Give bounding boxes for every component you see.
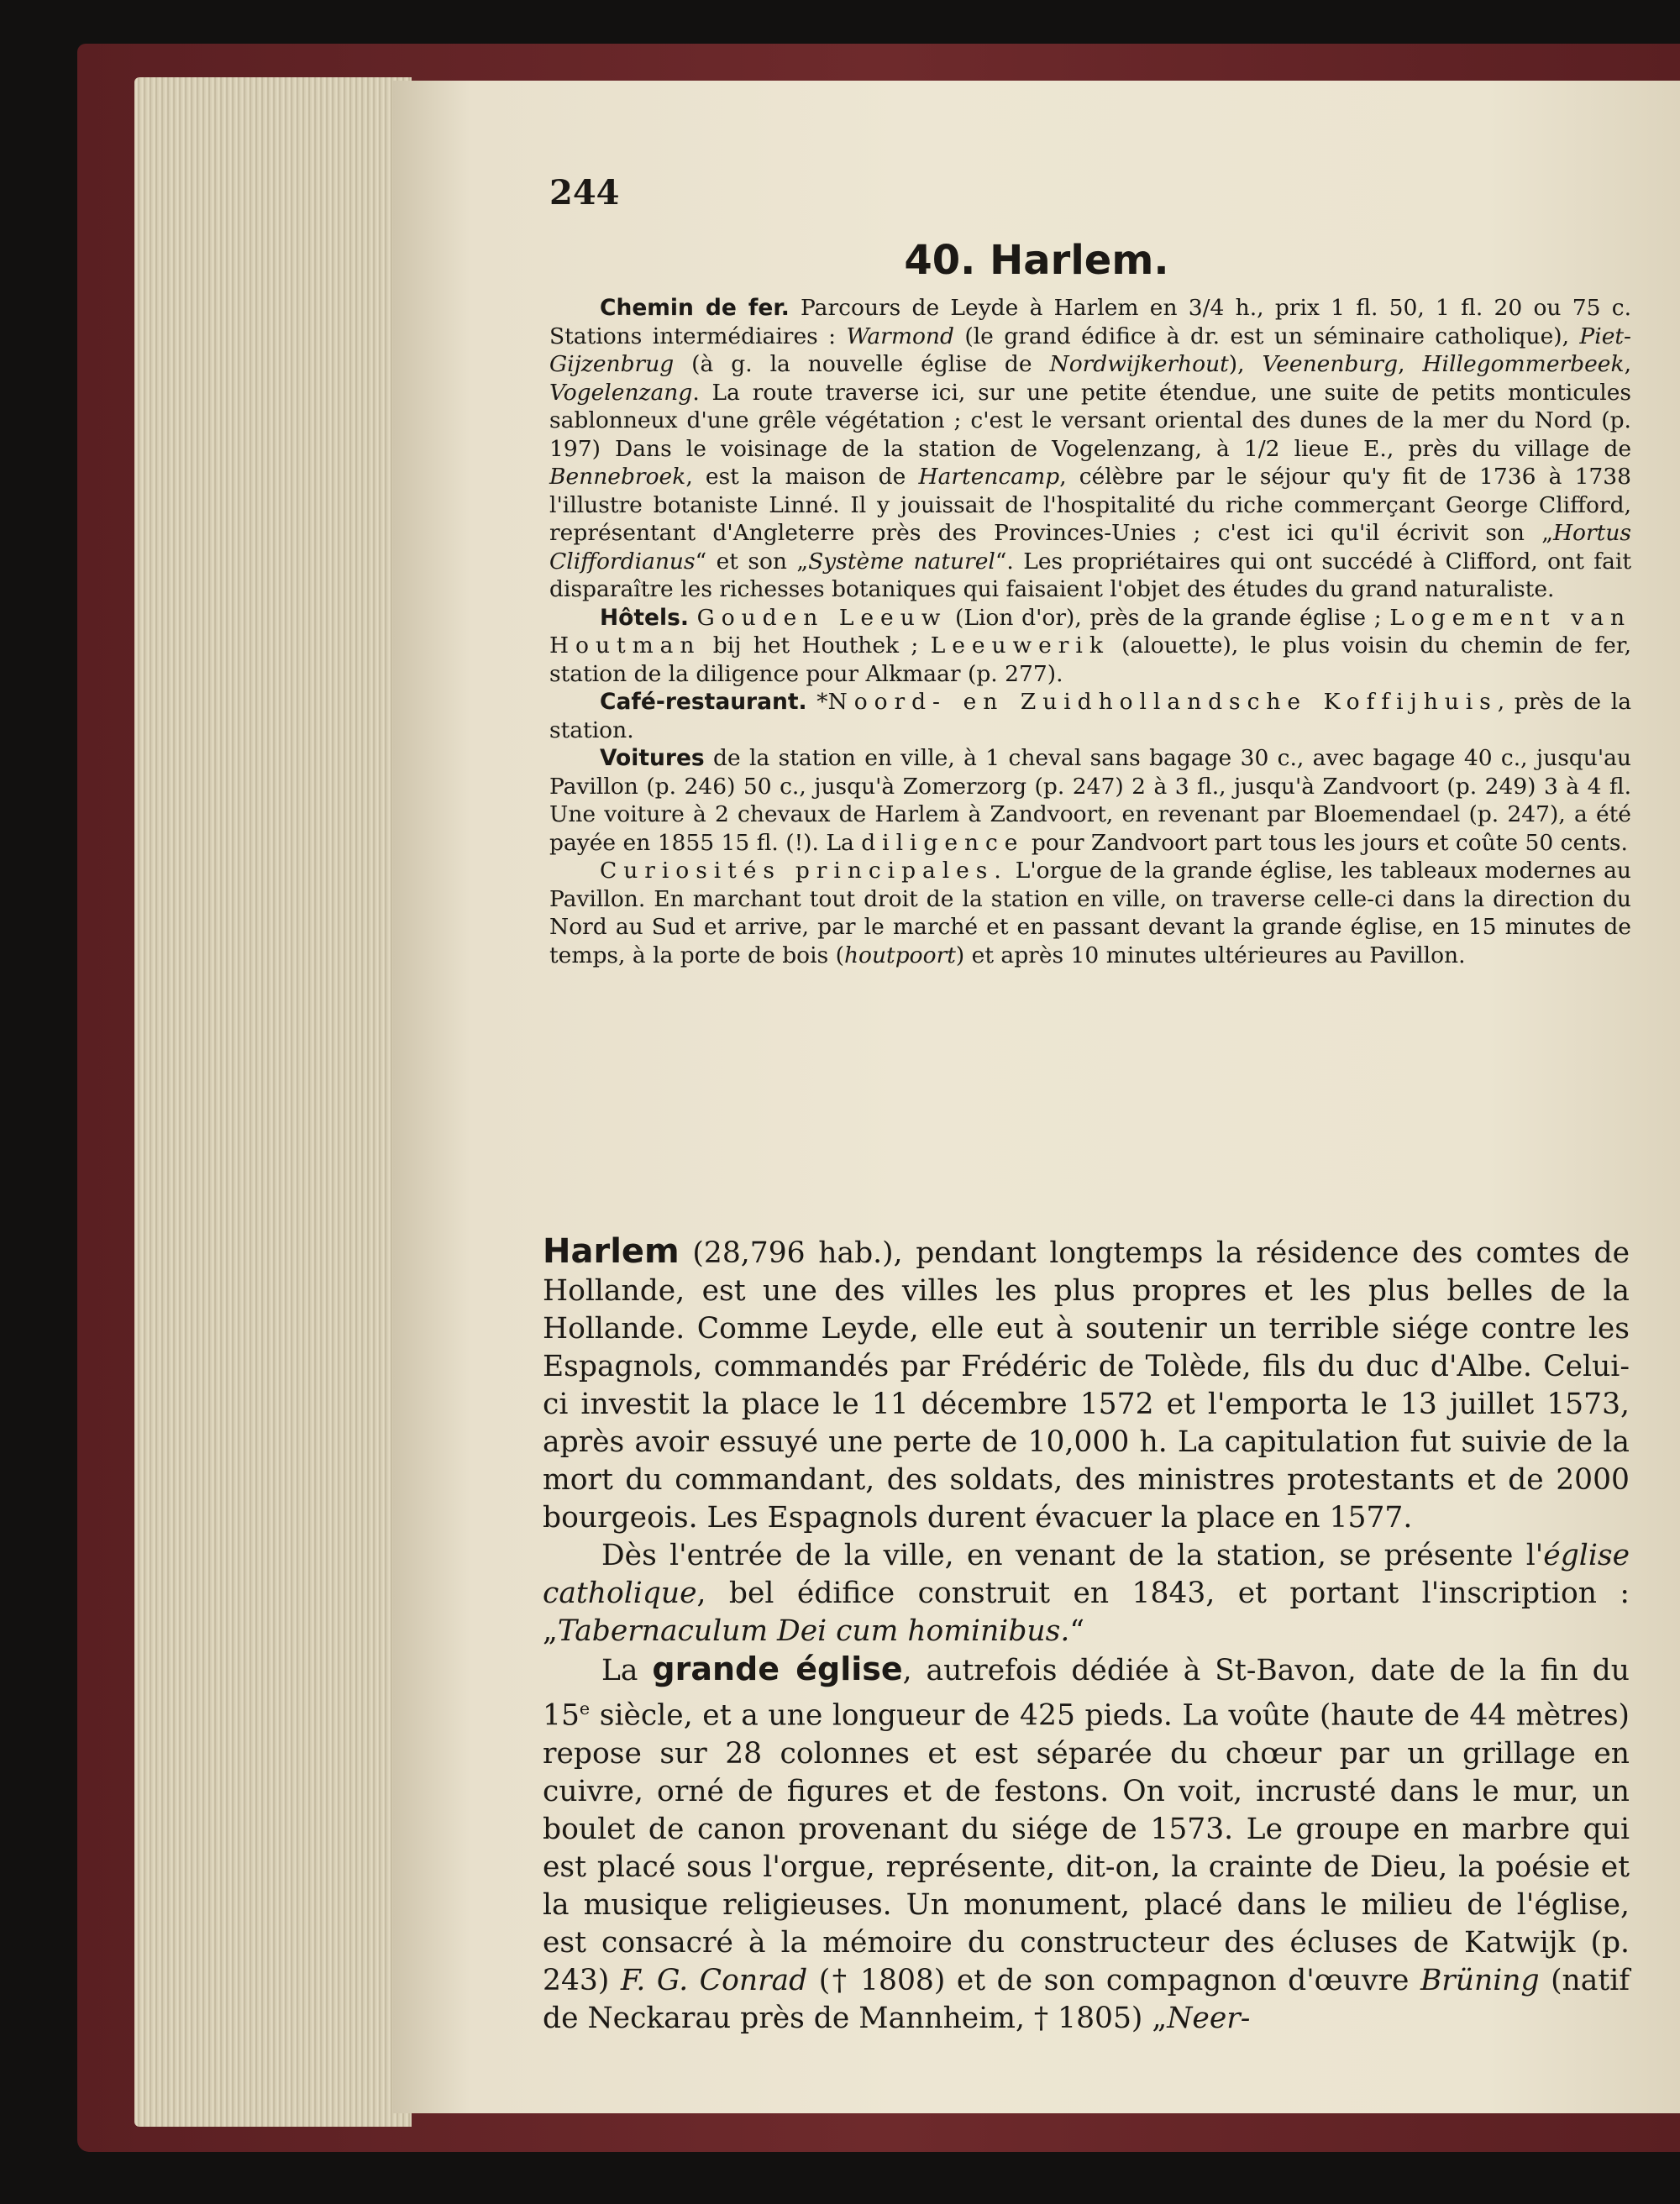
text-run: Harlem (543, 1232, 680, 1271)
text-run: Dès l'entrée de la ville, en venant de la station, se présente l' (601, 1539, 1544, 1572)
text-run: Chemin de fer. (600, 295, 790, 321)
text-run: “. Les propriétaires qui ont succédé à Clifford, ont fait disparaître les richesses botaniques qui faisaient l'objet des études du grand naturaliste. (549, 548, 1632, 602)
description-section (543, 1233, 1630, 2038)
page-number: 244 (549, 173, 620, 213)
text-run: ), (1228, 351, 1263, 377)
text-run (689, 605, 697, 631)
paragraph-voitures (549, 744, 1631, 857)
text-run: Café-restaurant. (600, 689, 807, 715)
text-run: Vogelenzang (549, 379, 693, 406)
text-run: houtpoort (843, 942, 956, 968)
chapter-title: 40. Harlem. (904, 237, 1169, 284)
text-run: Nordwijkerhout (1049, 351, 1229, 377)
text-run: e (579, 1698, 591, 1719)
text-run: , bel édifice construit en 1843, et portant l'inscription : „ (543, 1577, 1630, 1648)
text-run: Veenenburg (1262, 351, 1399, 377)
text-run: (natif de Neckarau près de Mannheim, † 1805) „ (543, 1963, 1630, 2035)
paragraph-harlem (543, 1233, 1630, 1537)
text-run: Tabernaculum Dei cum hominibus. (557, 1614, 1070, 1648)
text-run: Brüning (1420, 1963, 1540, 1997)
text-run: , célèbre par le séjour qu'y fit de 1736 à 1738 l'illustre botaniste Linné. Il y jouissait de l'hospitalité du riche commerçant George Clifford, représentant d'Angleterre près des Provinces-Unies ; c'est ici qu'il écrivit son „ (549, 464, 1632, 546)
text-run: Piet-Gijzenbrug (549, 323, 1631, 377)
text-run: de la station en ville, à 1 cheval sans bagage 30 c., avec bagage 40 c., jusqu'au Pavillon (p. 246) 50 c., jusqu'à Zomerzorg (p. 247) 2 à 3 fl., jusqu'à Zandvoort (p. 249) 3 à 4 fl. Une voiture à 2 chevaux de Harlem à Zandvoort, en revenant par Bloemendael (p. 247), a été payée en 1855 15 fl. (!). La (549, 745, 1631, 856)
text-run: * (806, 689, 828, 715)
paragraph-cafe-restaurant (549, 688, 1631, 744)
paragraph-hotels (549, 604, 1631, 689)
text-run: († 1808) et de son compagnon d'œuvre (807, 1963, 1420, 1997)
text-run: Hillegommerbeek (1422, 351, 1625, 377)
text-run: Gouden Leeuw (696, 604, 948, 631)
text-run: La (601, 1654, 653, 1687)
text-run: (alouette), le plus voisin du chemin de fer, station de la diligence pour Alkmaar (p. 277). (549, 632, 1631, 687)
text-run: ) et après 10 minutes ultérieures au Pavillon. (955, 942, 1466, 968)
text-run: (Lion d'or), près de la grande église ; (947, 604, 1390, 631)
text-run: (à g. la nouvelle église de (674, 351, 1050, 377)
text-run: . La route traverse ici, sur une petite étendue, une suite de petits monticules sablonneux d'une grêle végétation ; c'est le versant oriental des dunes de la mer du Nord (p. 197) Dans le voisinage de la station de Vogelenzang, à 1/2 lieue E., près du village de (549, 379, 1631, 462)
text-run: Hôtels. (600, 604, 689, 631)
text-run: bij het Houthek ; (701, 632, 931, 659)
text-run: église catholique (543, 1539, 1630, 1610)
text-run: Système naturel (808, 548, 995, 575)
text-run: , autrefois dédiée à St-Bavon, date de la fin du 15 (543, 1654, 1630, 1733)
text-run: “ et son „ (695, 548, 809, 575)
text-run: , est la maison de (685, 464, 919, 490)
text-run: diligence (861, 829, 1025, 856)
text-run: Noord- en Zuidhollandsche Koffijhuis (827, 689, 1498, 715)
text-run: Voitures (600, 745, 705, 771)
text-run: “ (1069, 1614, 1084, 1648)
text-run: , (1624, 351, 1631, 377)
text-run: L'orgue de la grande église, les tableaux modernes au Pavillon. En marchant tout droit de la station en ville, on traverse celle-ci dans la direction du Nord au Sud et arrive, par le marché et en passant devant la grande église, en 15 minutes de temps, à la porte de bois ( (549, 858, 1632, 968)
text-run: (28,796 hab.), pendant longtemps la résidence des comtes de Hollande, est une des villes les plus propres et les plus belles de la Hollande. Comme Leyde, elle eut à soutenir un terrible siége contre les Espagnols, commandés par Frédéric de Tolède, fils du duc d'Albe. Celui-ci investit la place le 11 décembre 1572 et l'emporta le 13 juillet 1573, après avoir essuyé une perte de 10,000 h. La capitulation fut suivie de la mort du commandant, des soldats, des ministres protestants et de 2000 bourgeois. Les Espagnols durent évacuer la place en 1577. (543, 1236, 1630, 1535)
text-run: Bennebroek (549, 464, 686, 490)
text-run: Leeuwerik (930, 632, 1110, 659)
text-run: , (1398, 351, 1423, 377)
paragraph-chemin-de-fer (549, 294, 1631, 604)
text-run: F. G. Conrad (620, 1963, 808, 1997)
paragraph-grande-eglise (543, 1650, 1630, 2038)
text-run: siècle, et a une longueur de 425 pieds. La voûte (haute de 44 mètres) repose sur 28 colonnes et est séparée du chœur par un grillage en cuivre, orné de figures et de festons. On voit, incrusté dans le mur, un boulet de canon provenant du siége de 1573. Le groupe en marbre qui est placé sous l'orgue, représente, dit-on, la crainte de Dieu, la poésie et la musique religieuses. Un monument, placé dans le milieu de l'église, est consacré à la mémoire du constructeur des écluses de Katwijk (p. 243) (543, 1698, 1630, 1997)
paragraph-eglise-catholique (543, 1537, 1630, 1650)
text-run: Warmond (846, 323, 954, 349)
text-run: Logement van Houtman (549, 604, 1631, 659)
text-run: grande église (652, 1650, 903, 1687)
text-run: , près de la station. (549, 689, 1631, 743)
text-run: Neer- (1167, 2001, 1251, 2035)
text-run: (le grand édifice à dr. est un séminaire catholique), (953, 323, 1580, 349)
paragraph-curiosites (549, 857, 1631, 969)
text-run: Hortus Cliffordianus (549, 520, 1631, 575)
text-run: pour Zandvoort part tous les jours et coûte 50 cents. (1024, 829, 1628, 856)
book-page (393, 81, 1680, 2113)
text-run: Curiosités principales. (600, 858, 1008, 884)
text-run: Parcours de Leyde à Harlem en 3/4 h., prix 1 fl. 50, 1 fl. 20 ou 75 c. Stations intermédiaires : (549, 295, 1631, 349)
text-run: Hartencamp (918, 464, 1060, 490)
practical-info-section (549, 294, 1631, 969)
page-edges (134, 77, 412, 2127)
